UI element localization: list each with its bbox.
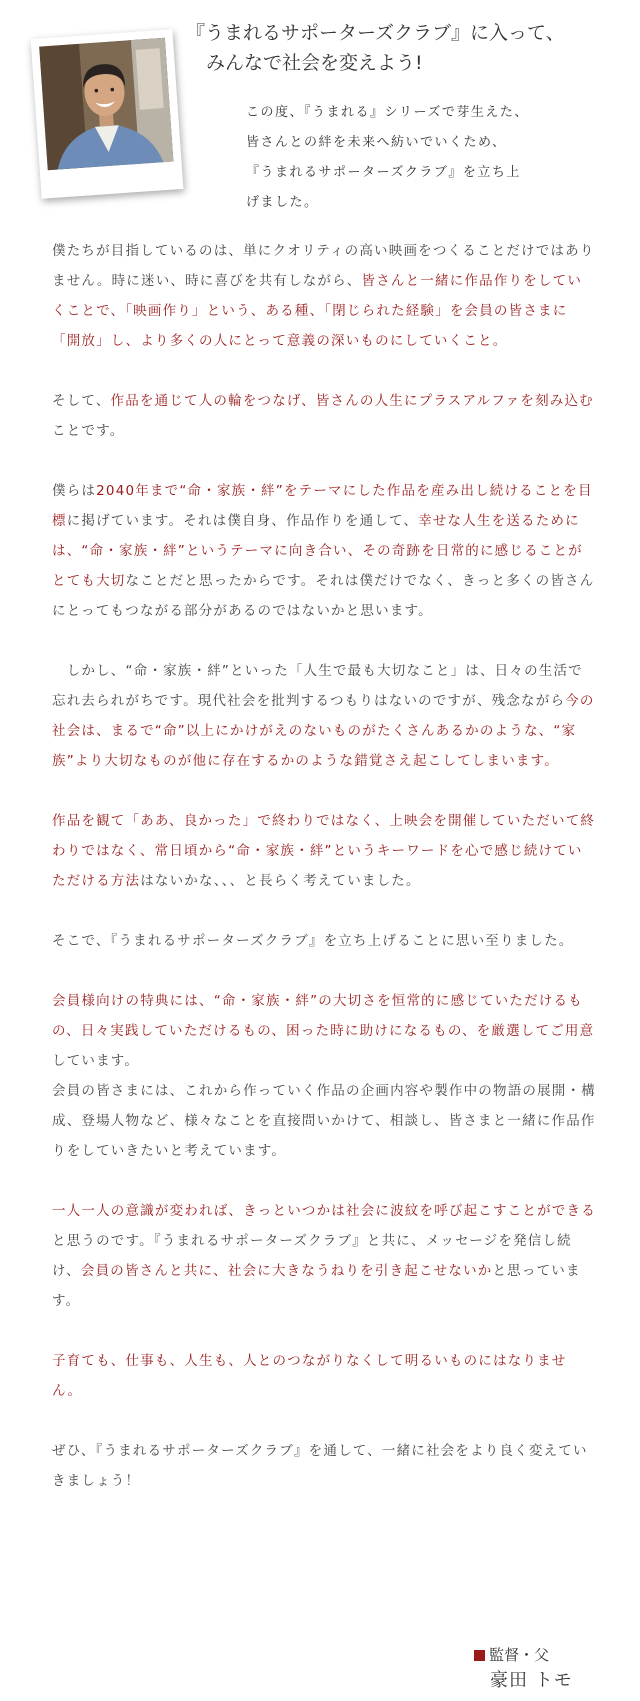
intro-line: 『うまれるサポーターズクラブ』を立ち上 [246,165,521,180]
body-text-run: 僕たちが目指しているのは、単にクオリティの高い映画をつくることだけではありません。時に迷い、時に喜びを共有しながら、 [52,243,595,289]
highlighted-text: 作品を通じて人の輪をつなげ、皆さんの人生にプラスアルファを刻み込む [110,393,594,409]
highlighted-text: 会員様向けの特典には、“命・家族・絆”の大切さを恒常的に感じていただけるもの、日々実践していただけるもの、困った時に助けになるもの、を厳選してご用意 [52,993,595,1039]
body-text-run: しています。 [52,1053,140,1069]
highlighted-text: 幸せな人生を送るためには、“命・家族・絆”というテーマに向き合い、その奇跡を日常的に感じることがとても大切 [52,513,583,589]
paragraph-society [52,656,596,776]
paragraph-goal [52,236,596,356]
signature-role: 監督・父 [489,1646,550,1664]
body-text-run: と思っています。 [52,1263,581,1309]
body-text-run: 僕らは [52,483,97,499]
paragraph-connect [52,386,596,446]
signature-role-row [474,1642,624,1668]
page-headline [186,18,626,78]
body-text-run: なことだと思ったからです。それは僕だけでなく、きっと多くの皆さんにとってもつながる部分があるのではないかと思います。 [52,573,595,619]
body-text-run: ことです。 [52,423,125,439]
highlighted-text: 一人一人の意識が変われば、きっといつかは社会に波紋を呼び起こすことができる [52,1203,596,1219]
director-photo-frame [31,29,184,199]
highlighted-text: 2040年まで“命・家族・絆”をテーマにした作品を産み出し続けることを目標 [52,483,593,529]
signature-name: 豪田 トモ [490,1670,573,1691]
headline-line-1: 『うまれるサポーターズクラブ』に入って、 [186,22,565,44]
body-text-run: に掲げています。それは僕自身、作品作りを通して、 [66,513,419,529]
paragraph-method [52,806,596,896]
intro-line: 皆さんとの絆を未来へ紡いでいくため、 [246,135,507,150]
intro-text [246,98,576,218]
highlighted-text: 皆さんと一緒に作品作りをしていくことで、「映画作り」という、ある種、「閉じられた経験」を会員の皆さまに「開放」し、より多くの人にとって意義の深いものにしていくこと。 [52,273,583,349]
message-body [52,236,596,1526]
paragraph-benefits [52,986,596,1076]
signature [474,1642,624,1694]
paragraph-awareness [52,1196,596,1316]
director-photo [39,38,173,170]
paragraph-2040-goal [52,476,596,626]
highlighted-text: 会員の皆さんと共に、社会に大きなうねりを引き起こせないか [80,1263,493,1279]
body-text-run: と思うのです。『うまれるサポーターズクラブ』と共に、メッセージを発信し続け、 [52,1233,572,1279]
portrait-image [39,38,173,170]
intro-line: げました。 [246,195,319,210]
highlighted-text: 作品を観て「ああ、良かった」で終わりではなく、上映会を開催していただいて終わりではなく、常日頃から“命・家族・絆”というキーワードを心で感じ続けていただける方法 [52,813,596,889]
paragraph-closing [52,1436,596,1496]
paragraph-members [52,1076,596,1166]
body-text-run: 会員の皆さまには、これから作っていく作品の企画内容や製作中の物語の展開・構成、登場人物など、様々なことを直接問いかけて、相談し、皆さまと一緒に作品作りをしていきたいと考えています。 [52,1083,596,1159]
intro-line: この度、『うまれる』シリーズで芽生えた、 [246,105,529,120]
square-bullet-icon [474,1650,485,1661]
body-text-run: しかし、“命・家族・絆”といった「人生で最も大切なこと」は、日々の生活で忘れ去られがちです。現代社会を批判するつもりはないのですが、残念ながら [52,663,583,709]
body-text-run: ぜひ、『うまれるサポーターズクラブ』を通して、一緒に社会をより良く変えていきましょう！ [52,1443,588,1489]
paragraph-club-launch [52,926,596,956]
body-text-run: そして、 [52,393,111,409]
highlighted-text: 今の社会は、まるで“命”以上にかけがえのないものがたくさんあるかのような、“家族”より大切なものが他に存在するかのような錯覚さえ起こしてしまいます。 [52,693,595,769]
highlighted-text: 子育ても、仕事も、人生も、人とのつながりなくして明るいものにはなりません。 [52,1353,567,1399]
headline-line-2: みんなで社会を変えよう! [206,52,423,74]
body-text-run: はないかな、、、と長らく考えていました。 [140,873,421,889]
paragraph-connection [52,1346,596,1406]
body-text-run: そこで、『うまれるサポーターズクラブ』を立ち上げることに思い至りました。 [52,933,574,949]
